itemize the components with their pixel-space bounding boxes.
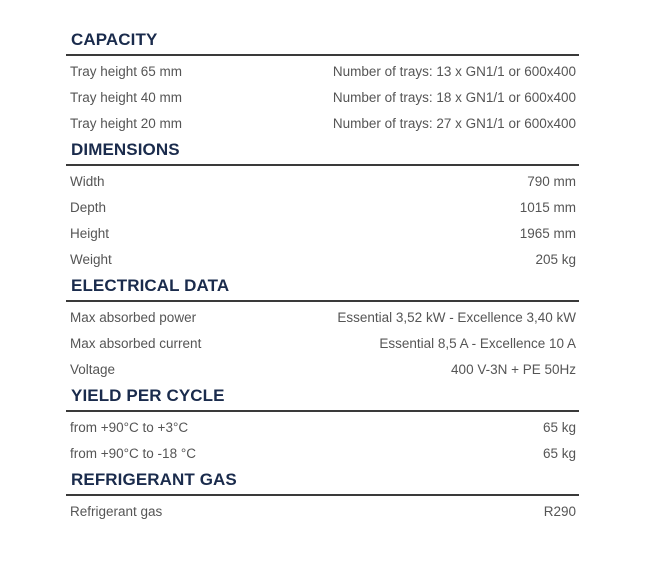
spec-label: Depth <box>70 199 107 215</box>
spec-row <box>66 440 579 466</box>
spec-value: Essential 3,52 kW - Excellence 3,40 kW <box>337 309 576 325</box>
spec-value: Number of trays: 13 x GN1/1 or 600x400 <box>332 63 576 79</box>
section-title: REFRIGERANT GAS <box>71 470 237 489</box>
spec-value: Essential 8,5 A - Excellence 10 A <box>379 335 576 351</box>
section-divider <box>66 410 579 412</box>
spec-row <box>66 330 579 356</box>
spec-value: R290 <box>543 503 576 519</box>
spec-label: Tray height 65 mm <box>70 63 183 79</box>
section-capacity <box>66 26 579 136</box>
spec-row <box>66 110 579 136</box>
section-title: CAPACITY <box>71 30 158 49</box>
spec-value: 790 mm <box>527 173 576 189</box>
spec-label: Tray height 20 mm <box>70 115 183 131</box>
spec-row <box>66 356 579 382</box>
spec-row <box>66 304 579 330</box>
section-title: DIMENSIONS <box>71 140 180 159</box>
section-divider <box>66 300 579 302</box>
spec-label: from +90°C to +3°C <box>70 419 189 435</box>
spec-label: Width <box>70 173 105 189</box>
spec-label: from +90°C to -18 °C <box>70 445 196 461</box>
spec-row <box>66 84 579 110</box>
spec-value: Number of trays: 18 x GN1/1 or 600x400 <box>332 89 576 105</box>
section-dimensions <box>66 136 579 272</box>
spec-value: 65 kg <box>542 445 576 461</box>
spec-row <box>66 220 579 246</box>
spec-value: 1015 mm <box>519 199 576 215</box>
spec-value: 1965 mm <box>519 225 576 241</box>
spec-value: 65 kg <box>542 419 576 435</box>
section-divider <box>66 494 579 496</box>
section-refrigerant-gas <box>66 466 579 524</box>
spec-label: Max absorbed current <box>70 335 202 351</box>
section-divider <box>66 54 579 56</box>
spec-row <box>66 194 579 220</box>
spec-value: 205 kg <box>535 251 576 267</box>
section-divider <box>66 164 579 166</box>
spec-label: Max absorbed power <box>70 309 197 325</box>
spec-label: Height <box>70 225 110 241</box>
section-title: YIELD PER CYCLE <box>71 386 225 405</box>
spec-row <box>66 58 579 84</box>
spec-label: Weight <box>70 251 112 267</box>
spec-row <box>66 246 579 272</box>
spec-label: Refrigerant gas <box>70 503 163 519</box>
spec-row <box>66 414 579 440</box>
spec-row <box>66 168 579 194</box>
section-electrical-data <box>66 272 579 382</box>
spec-value: Number of trays: 27 x GN1/1 or 600x400 <box>332 115 576 131</box>
spec-sheet <box>66 26 579 524</box>
spec-row <box>66 498 579 524</box>
section-yield-per-cycle <box>66 382 579 466</box>
spec-label: Voltage <box>70 361 116 377</box>
spec-label: Tray height 40 mm <box>70 89 183 105</box>
section-title: ELECTRICAL DATA <box>71 276 230 295</box>
spec-value: 400 V-3N + PE 50Hz <box>451 361 576 377</box>
